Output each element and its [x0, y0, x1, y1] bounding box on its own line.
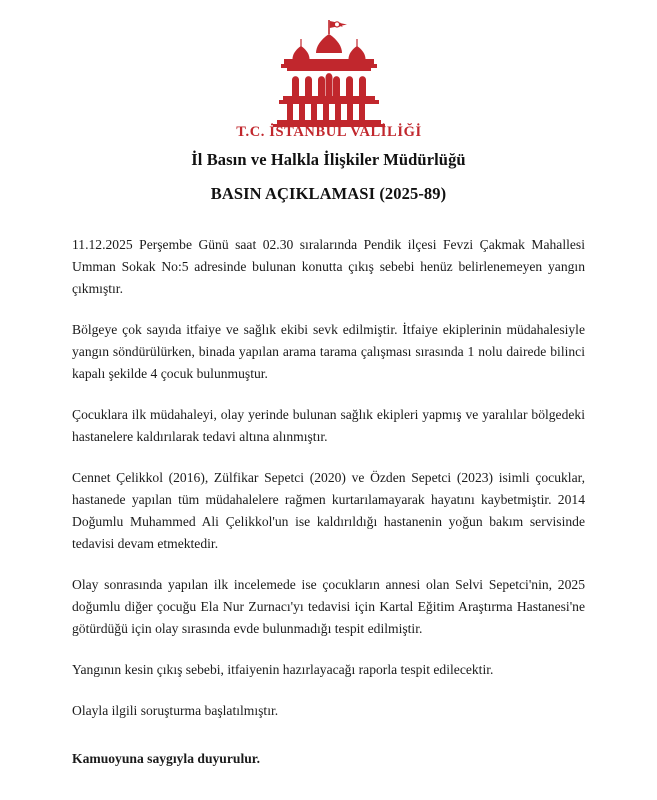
paragraph: Yangının kesin çıkış sebebi, itfaiyenin hazırlayacağı raporla tespit edilecektir. [72, 662, 494, 678]
paragraph: Bölgeye çok sayıda itfaiye ve sağlık ekibi sevk edilmiştir. İtfaiye ekiplerinin müdahalesiyle yangın söndürülürken, binada yapılan arama tarama çalışması sırasında 1 nolu dairede bilinci kapalı şekilde 4 çocuk bulunmuştur. [72, 322, 585, 382]
emblem-caption: T.C. İSTANBUL VALİLİĞİ [235, 124, 422, 136]
paragraph: 11.12.2025 Perşembe Günü saat 02.30 sıralarında Pendik ilçesi Fevzi Çakmak Mahallesi Umman Sokak No:5 adresinde bulunan konutta çıkış sebebi henüz belirlenemeyen yangın çıkmıştır. [72, 237, 585, 297]
paragraph: Olayla ilgili soruşturma başlatılmıştır. [72, 703, 279, 719]
document-headings [72, 150, 585, 204]
document-body [72, 234, 585, 770]
closing-statement: Kamuoyuna saygıyla duyurulur. [72, 751, 260, 767]
paragraph: Cennet Çelikkol (2016), Zülfikar Sepetci (2020) ve Özden Sepetci (2023) isimli çocuklar, hastanede yapılan tüm müdahalelere rağmen kurtarılamayarak hayatını kaybetmiştir. 2014 Doğumlu Muhammed Ali Çelikkol'un ise kaldırıldığı hastanenin yoğun bakım servisinde tedavisi devam etmektedir. [72, 470, 585, 552]
page-subtitle: BASIN AÇIKLAMASI (2025-89) [210, 184, 447, 203]
page-title: İl Basın ve Halkla İlişkiler Müdürlüğü [191, 150, 466, 169]
emblem-block [72, 18, 585, 136]
government-building-emblem-icon [229, 18, 429, 136]
paragraph: Çocuklara ilk müdahaleyi, olay yerinde bulunan sağlık ekipleri yapmış ve yaralılar bölgedeki hastanelere kaldırılarak tedavi altına alınmıştır. [72, 407, 585, 445]
paragraph: Olay sonrasında yapılan ilk incelemede ise çocukların annesi olan Selvi Sepetci'nin, 2025 doğumlu diğer çocuğu Ela Nur Zurnacı'yı tedavisi için Kartal Eğitim Araştırma Hastanesi'ne götürdüğü için olay sırasında evde bulunmadığı tespit edilmiştir. [72, 577, 585, 637]
